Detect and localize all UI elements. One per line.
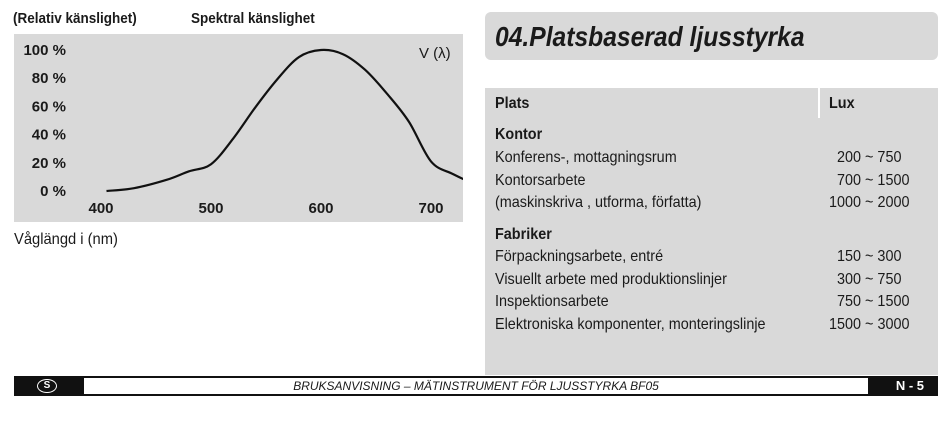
x-tick-label: 400 [88,200,114,217]
spectral-chart [14,34,463,222]
table-row-place: (maskinskriva , utforma, författa) [495,194,702,211]
y-tick-label: 40 % [31,126,66,144]
chart-y-axis-label: (Relativ känslighet) [13,10,137,27]
table-group-title: Fabriker [495,226,552,243]
y-tick-label: 60 % [31,98,66,116]
series-label: V (λ) [419,45,451,62]
x-tick-label: 500 [198,200,224,217]
table-row-place: Inspektionsarbete [495,293,609,310]
table-row-lux: 1500 ~ 3000 [829,316,910,333]
table-row-lux: 1000 ~ 2000 [829,194,910,211]
chart-title: Spektral känslighet [191,10,315,27]
table-row-lux: 150 ~ 300 [837,248,902,265]
x-tick-label: 700 [418,200,444,217]
table-header-place: Plats [495,95,530,112]
x-tick-label: 600 [308,200,334,217]
curve-series-line [107,50,464,191]
section-heading [485,12,938,60]
table-row-place: Elektroniska komponenter, monteringslinje [495,316,766,333]
table-row-lux: 750 ~ 1500 [837,293,910,310]
y-tick-label: 0 % [40,183,66,200]
spectral-chart-svg [14,34,463,222]
footer-title: BRUKSANVISNING – MÄTINSTRUMENT FÖR LJUSSTYRKA BF05 [84,378,868,394]
y-tick-label: 100 % [23,42,66,59]
y-tick-label: 80 % [31,70,66,88]
table-row-lux: 200 ~ 750 [837,149,902,166]
table-group-title: Kontor [495,126,543,143]
table-column-divider [818,88,820,118]
section-heading-text: 04.Platsbaserad ljusstyrka [495,21,805,52]
table-row-place: Konferens-, mottagningsrum [495,149,677,166]
table-row-lux: 300 ~ 750 [837,271,902,288]
table-row-place: Visuellt arbete med produktionslinjer [495,271,727,288]
footer-logo: S [37,379,57,393]
table-row-lux: 700 ~ 1500 [837,172,910,189]
y-tick-label: 20 % [31,154,66,172]
table-row-place: Kontorsarbete [495,172,586,189]
page-number: N - 5 [895,378,924,393]
page-footer [14,376,938,396]
table-row-place: Förpackningsarbete, entré [495,248,664,265]
lux-table [485,88,938,375]
table-header-lux: Lux [829,95,855,112]
chart-x-axis-label: Våglängd i (nm) [14,231,118,248]
